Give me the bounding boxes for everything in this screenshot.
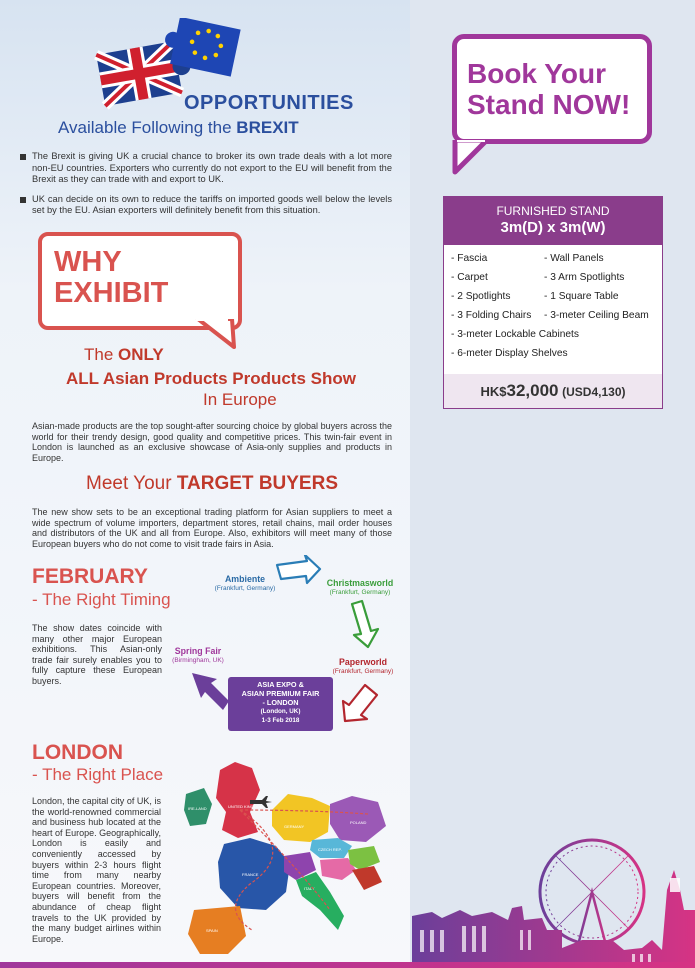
stand-items-list [451,253,661,367]
target-buyers-paragraph: The new show sets to be an exceptional trading platform for Asian suppliers to meet a wide spectrum of volume importers, department stores, retail chains, mail order houses and distributors of the UK and all from Europe. Also, exhibitors will meet many of those European buyers who do not come to visit trade fairs in Asia. [32,507,392,549]
asia-expo-line1: ASIA EXPO & [257,680,304,689]
opportunities-title: OPPORTUNITIES [184,92,354,114]
map-label-fr: FRANCE [242,872,259,877]
map-label-ie: IRE-LAND [188,806,207,811]
london-skyline-image [412,830,695,968]
asia-expo-line2: ASIAN PREMIUM FAIR [241,689,320,698]
bottom-accent-bar [0,962,695,968]
right-place-subheading: - The Right Place [32,765,164,784]
price-currency: HK$ [480,384,507,399]
subtitle-bold: BREXIT [236,118,299,137]
only-line3: In Europe [203,390,277,409]
stand-item: - 3 Folding Chairs [451,310,532,321]
arrow-purple-icon [192,673,229,710]
stand-item: - 1 Square Table [544,291,619,302]
stand-item: - 3 Arm Spotlights [544,272,625,283]
why-line1: WHY [54,246,122,278]
stand-price [444,374,662,408]
map-label-uk: UNITED KINGDOM [228,804,264,809]
europe-puzzle-map [180,760,405,960]
paperworld-label [323,657,403,677]
opportunities-subtitle [58,118,299,138]
brexit-bullets [20,151,392,225]
only-line2: ALL Asian Products Products Show [66,369,356,388]
spring-fair-location: (Birmingham, UK) [172,657,224,664]
intro-paragraph: Asian-made products are the top sought-after sourcing choice by global buyers across the world for their trendy design, good quality and competitive prices. This twin-fair event in London is launched as an exclusive showcase of Asia-only supplies and products in Europe. [32,421,392,463]
spring-fair-label [163,646,233,666]
only-bold: ONLY [118,345,164,364]
london-heading: LONDON [32,741,123,764]
asia-expo-dates: 1-3 Feb 2018 [261,717,300,724]
book-line2: Stand NOW! [467,89,631,120]
stand-item-row [451,253,661,272]
only-line1 [84,345,164,365]
meet-target-buyers-heading [86,473,338,495]
february-heading: FEBRUARY [32,565,148,588]
stand-item: - Carpet [451,272,488,283]
arrow-red-icon [343,685,377,721]
stand-head-line1: FURNISHED STAND [496,204,610,218]
timing-paragraph: The show dates coincide with many other major European exhibitions. This Asian-only trade fair surely enables you to fully capture these European buyers. [32,623,162,686]
stand-item: - 6-meter Display Shelves [451,348,568,359]
map-label-es: SPAIN [206,928,218,933]
asia-expo-location: (London, UK) [260,708,301,715]
meet-prefix: Meet Your [86,473,177,494]
christmasworld-name: Christmasworld [326,578,394,588]
stand-item-row [451,310,661,329]
bullet-item: UK can decide on its own to reduce the tariffs on imported goods well below the levels set by the EU. Asian exporters will definitely benefit from this situation. [20,194,392,217]
spring-fair-name: Spring Fair [174,646,222,656]
stand-item: - 3-meter Ceiling Beam [544,310,649,321]
big-ben-icon [670,878,680,892]
why-line2: EXHIBIT [54,277,169,309]
stand-item: - 3-meter Lockable Cabinets [451,329,579,340]
paperworld-name: Paperworld [339,657,387,667]
book-stand-text[interactable] [467,58,630,120]
map-label-de: GERMANY [284,824,305,829]
stand-item: - Wall Panels [544,253,604,264]
only-prefix: The [84,345,119,364]
book-bubble-tail [447,140,495,176]
stand-item-row [451,291,661,310]
book-line1: Book Your [467,58,606,89]
map-label-pl: POLAND [350,820,367,825]
stand-item: - 2 Spotlights [451,291,511,302]
christmasworld-label [320,578,400,598]
price-usd: (USD4,130) [562,385,626,399]
bubble-tail [190,319,240,349]
subtitle-prefix: Available Following the [58,118,237,137]
stand-head-size: 3m(D) x 3m(W) [500,219,606,236]
stand-item-row [451,348,661,367]
arrow-green-icon [352,601,378,647]
why-exhibit-text [54,247,168,309]
stand-item-row [451,272,661,291]
asia-expo-line3: - LONDON [262,698,299,707]
london-paragraph: London, the capital city of UK, is the world-renowned commercial and business hub located at the heart of Europe. Geographically, London is easily and conveniently accessed by buyers within 2-3 hours flight time from many nearby European countries. Moreover, buyers will benefit from the abundance of cheap flight travels to the UK provided by the many budget airlines within Europe. [32,796,161,944]
ambiente-label [206,574,284,594]
ambiente-name: Ambiente [224,574,266,584]
meet-bold: TARGET BUYERS [176,473,339,494]
map-label-cz: CZECH REP. [318,847,342,852]
furnished-stand-header [444,197,662,245]
stand-item-row [451,329,661,348]
price-value: 32,000 [506,381,559,400]
stand-item: - Fascia [451,253,488,264]
ambiente-location: (Frankfurt, Germany) [214,585,276,592]
right-timing-subheading: - The Right Timing [32,590,171,609]
map-label-it: ITALY [304,886,315,891]
bullet-item: The Brexit is giving UK a crucial chance to broker its own trade deals with a lot more non-EU countries. Exporters who currently do not export to the EU will benefit from the Brexit as they can trade with and export to UK. [20,151,392,186]
christmasworld-location: (Frankfurt, Germany) [329,589,391,596]
paperworld-location: (Frankfurt, Germany) [332,668,394,675]
asia-expo-box [228,677,333,731]
